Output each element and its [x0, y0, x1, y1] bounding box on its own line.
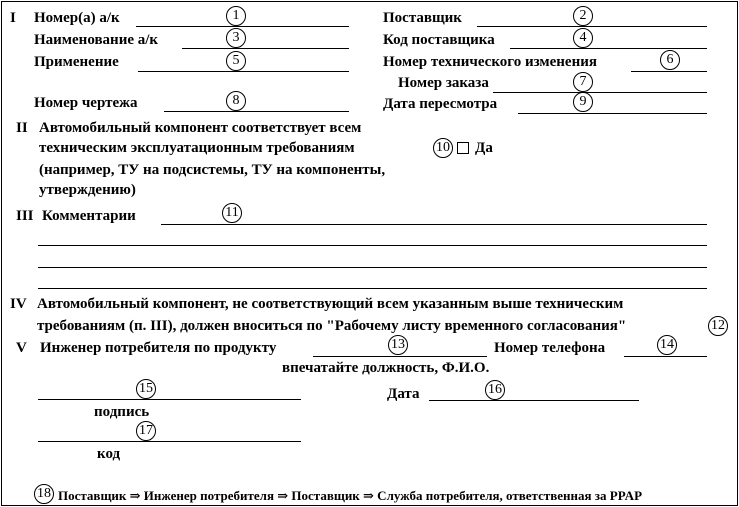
- date-label: Дата: [387, 386, 420, 402]
- marker-14: 14: [657, 335, 677, 355]
- supplier-code-field[interactable]: [510, 48, 707, 49]
- comments-line-3[interactable]: [38, 267, 707, 268]
- marker-2: 2: [573, 6, 593, 26]
- code-field[interactable]: [38, 441, 301, 442]
- marker-12: 12: [708, 316, 728, 336]
- phone-field[interactable]: [624, 356, 707, 357]
- marker-10: 10: [433, 138, 453, 158]
- revision-date-label: Дата пересмотра: [383, 96, 498, 112]
- marker-11: 11: [222, 203, 242, 223]
- eng-change-label: Номер технического изменения: [383, 54, 597, 70]
- section-4-line-1: Автомобильный компонент, не соответствующий всем указанным выше техническим: [37, 296, 624, 312]
- order-number-field[interactable]: [493, 92, 707, 93]
- supplier-code-label: Код поставщика: [383, 32, 495, 48]
- section-2-line-4: утверждению): [39, 182, 136, 198]
- print-title-label: впечатайте должность, Ф.И.О.: [282, 360, 490, 376]
- code-label: код: [97, 446, 121, 462]
- section-2-line-1: Автомобильный компонент соответствует всем: [39, 120, 362, 136]
- revision-date-field[interactable]: [518, 113, 707, 114]
- order-number-label: Номер заказа: [398, 75, 489, 91]
- marker-9: 9: [573, 92, 593, 112]
- section-1-roman: I: [10, 10, 16, 26]
- marker-16: 16: [485, 380, 505, 400]
- routing-text: Поставщик ⇒ Инженер потребителя ⇒ Поставщик ⇒ Служба потребителя, ответственная за PPAP: [58, 488, 643, 503]
- comments-line-1[interactable]: [161, 224, 707, 225]
- section-4-line-2: требованиям (п. III), должен вноситься по "Рабочему листу временного согласования": [37, 318, 627, 334]
- marker-13: 13: [388, 335, 408, 355]
- part-name-label: Наименование а/к: [34, 32, 159, 48]
- section-5-roman: V: [16, 340, 27, 356]
- section-4-roman: IV: [10, 296, 27, 312]
- date-field[interactable]: [429, 400, 639, 401]
- comments-line-2[interactable]: [38, 245, 707, 246]
- engineer-label: Инженер потребителя по продукту: [40, 340, 277, 356]
- drawing-number-label: Номер чертежа: [34, 95, 138, 111]
- marker-17: 17: [136, 421, 156, 441]
- engineer-field[interactable]: [313, 356, 487, 357]
- drawing-number-field[interactable]: [164, 111, 349, 112]
- section-2-roman: II: [16, 120, 28, 136]
- comments-line-4[interactable]: [38, 288, 707, 289]
- yes-checkbox[interactable]: [457, 142, 469, 154]
- yes-label: Да: [475, 140, 493, 156]
- part-name-field[interactable]: [182, 48, 349, 49]
- marker-15: 15: [136, 379, 156, 399]
- part-number-label: Номер(а) а/к: [34, 10, 120, 26]
- comments-label: Комментарии: [42, 208, 136, 224]
- marker-18: 18: [34, 484, 54, 504]
- application-label: Применение: [34, 54, 119, 70]
- signature-label: подпись: [94, 404, 150, 420]
- supplier-label: Поставщик: [383, 10, 462, 26]
- application-field[interactable]: [138, 71, 349, 72]
- marker-7: 7: [573, 72, 593, 92]
- phone-label: Номер телефона: [494, 340, 606, 356]
- supplier-field[interactable]: [477, 26, 707, 27]
- marker-8: 8: [226, 91, 246, 111]
- part-number-field[interactable]: [136, 26, 349, 27]
- ppap-form: [1, 1, 738, 506]
- eng-change-field[interactable]: [631, 71, 707, 72]
- section-3-roman: III: [16, 208, 34, 224]
- marker-1: 1: [226, 6, 246, 26]
- section-2-line-2: техническим эксплуатационным требованиям: [39, 140, 355, 156]
- marker-3: 3: [226, 28, 246, 48]
- signature-field[interactable]: [38, 399, 301, 400]
- marker-5: 5: [226, 51, 246, 71]
- section-2-line-3: (например, ТУ на подсистемы, ТУ на компоненты,: [39, 162, 386, 178]
- marker-6: 6: [660, 50, 680, 70]
- marker-4: 4: [573, 28, 593, 48]
